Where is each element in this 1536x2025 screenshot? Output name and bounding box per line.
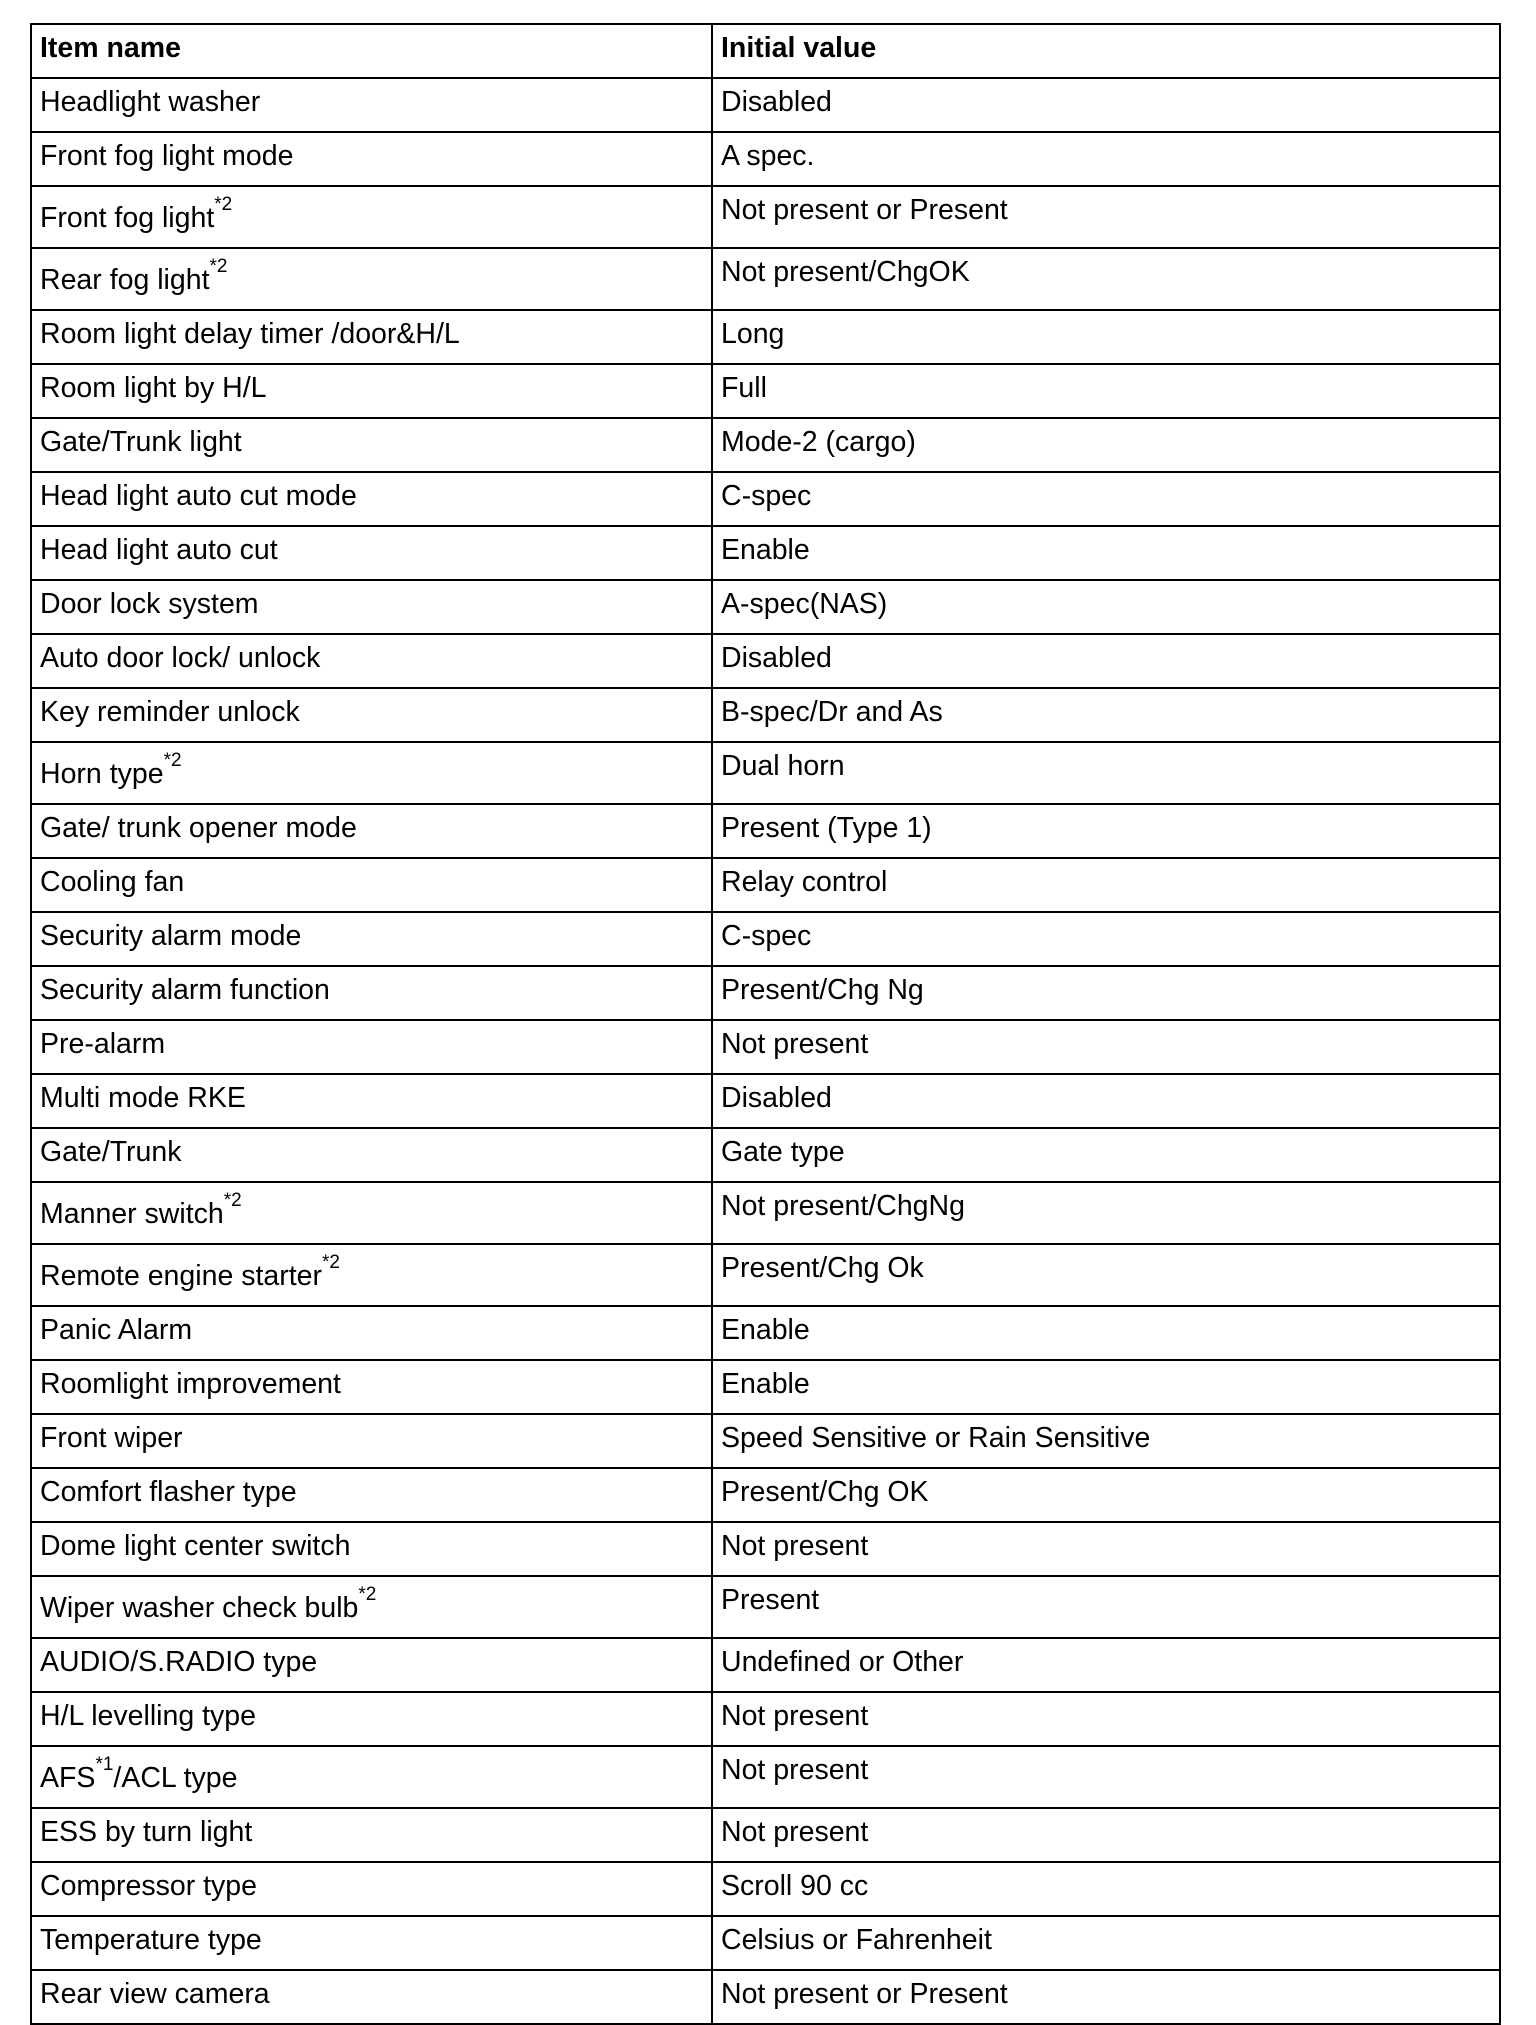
item-name-cell [31,472,712,526]
item-name-cell [31,248,712,310]
item-name-header: Item name [31,24,712,78]
initial-value-cell: Disabled [712,78,1500,132]
initial-value-cell: Present (Type 1) [712,804,1500,858]
table-row [31,310,1500,364]
item-name-cell [31,1360,712,1414]
item-name: Temperature type [40,1924,262,1956]
item-name: Head light auto cut [40,534,278,566]
table-row [31,1692,1500,1746]
initial-value-cell: Not present/ChgNg [712,1182,1500,1244]
initial-value-cell: C-spec [712,912,1500,966]
item-name-cell [31,1808,712,1862]
initial-value-cell: Enable [712,1306,1500,1360]
item-name-cell [31,1970,712,2024]
item-name-cell [31,966,712,1020]
initial-value-cell: Present/Chg Ng [712,966,1500,1020]
item-name: Room light by H/L [40,372,267,404]
item-name-cell [31,78,712,132]
initial-value-cell: Gate type [712,1128,1500,1182]
initial-value-cell: Full [712,364,1500,418]
table-row [31,580,1500,634]
initial-value-cell: A-spec(NAS) [712,580,1500,634]
table-row [31,472,1500,526]
initial-value-cell: Relay control [712,858,1500,912]
table-row [31,1862,1500,1916]
item-name: Pre-alarm [40,1028,166,1060]
footnote-marker: *2 [163,750,182,771]
initial-value-cell: Speed Sensitive or Rain Sensitive [712,1414,1500,1468]
initial-value-cell: C-spec [712,472,1500,526]
table-body [31,78,1500,2024]
footnote-marker: *1 [95,1754,114,1775]
item-name-cell [31,1576,712,1638]
item-name-cell [31,1074,712,1128]
item-name: Headlight washer [40,86,261,118]
item-name-cell [31,688,712,742]
item-name-cell [31,634,712,688]
initial-value-cell: Undefined or Other [712,1638,1500,1692]
item-name-cell [31,186,712,248]
item-name-cell [31,1244,712,1306]
item-name-cell [31,132,712,186]
initial-value-cell: Not present/ChgOK [712,248,1500,310]
table-row [31,1414,1500,1468]
item-name-cell [31,1306,712,1360]
item-name: Rear fog light [40,264,210,296]
table-row [31,78,1500,132]
table-row [31,248,1500,310]
item-name-cell [31,1182,712,1244]
item-name-cell [31,1468,712,1522]
item-name: Dome light center switch [40,1530,351,1562]
item-name-cell [31,858,712,912]
item-name-cell [31,1414,712,1468]
item-name: Roomlight improvement [40,1368,341,1400]
item-name: AFS [40,1762,96,1794]
initial-value-cell: Not present or Present [712,186,1500,248]
table-row [31,1128,1500,1182]
table-row [31,132,1500,186]
initial-value-cell: A spec. [712,132,1500,186]
initial-value-cell: Enable [712,1360,1500,1414]
item-name-cell [31,1638,712,1692]
table-row [31,804,1500,858]
item-name-cell [31,1128,712,1182]
table-row [31,1020,1500,1074]
initial-value-cell: Not present [712,1692,1500,1746]
table-row [31,186,1500,248]
initial-value-cell: Scroll 90 cc [712,1862,1500,1916]
initial-value-cell: Not present [712,1746,1500,1808]
initial-value-cell: Not present or Present [712,1970,1500,2024]
table-row [31,1360,1500,1414]
initial-value-cell: Disabled [712,1074,1500,1128]
footnote-marker: *2 [223,1190,242,1211]
initial-values-table [30,23,1501,2025]
item-name: Key reminder unlock [40,696,300,728]
footnote-marker: *2 [214,194,233,215]
footnote-marker: *2 [321,1252,340,1273]
table-row [31,688,1500,742]
table-row [31,858,1500,912]
table-row [31,526,1500,580]
table-row [31,742,1500,804]
item-name: Manner switch [40,1198,224,1230]
initial-value-cell: Long [712,310,1500,364]
item-name: Gate/Trunk [40,1136,182,1168]
initial-value-cell: Present/Chg OK [712,1468,1500,1522]
item-name-cell [31,418,712,472]
item-name: ESS by turn light [40,1816,253,1848]
item-name: Door lock system [40,588,259,620]
item-name-cell [31,364,712,418]
initial-value-cell: Not present [712,1020,1500,1074]
item-name: Wiper washer check bulb [40,1592,359,1624]
initial-value-cell: Celsius or Fahrenheit [712,1916,1500,1970]
table-row [31,912,1500,966]
initial-value-cell: Present/Chg Ok [712,1244,1500,1306]
item-name-cell [31,1020,712,1074]
item-name: Front fog light [40,202,215,234]
table-row [31,1746,1500,1808]
table-row [31,634,1500,688]
item-name-cell [31,1916,712,1970]
table-row [31,1970,1500,2024]
item-name: Rear view camera [40,1978,270,2010]
item-name: AUDIO/S.RADIO type [40,1646,318,1678]
item-name-cell [31,1692,712,1746]
initial-value-header: Initial value [712,24,1500,78]
item-name: Cooling fan [40,866,185,898]
table-row [31,418,1500,472]
item-name: Head light auto cut mode [40,480,357,512]
item-name: Compressor type [40,1870,257,1902]
initial-value-cell: Mode-2 (cargo) [712,418,1500,472]
footnote-marker: *2 [358,1584,377,1605]
item-name-cell [31,912,712,966]
table-row [31,364,1500,418]
table-row [31,1808,1500,1862]
item-name-cell [31,580,712,634]
item-name-cell [31,310,712,364]
table-row [31,1182,1500,1244]
table-row [31,1306,1500,1360]
table-row [31,1468,1500,1522]
table-row [31,1244,1500,1306]
item-name: Security alarm mode [40,920,302,952]
item-name: Auto door lock/ unlock [40,642,321,674]
initial-value-cell: B-spec/Dr and As [712,688,1500,742]
item-name: Panic Alarm [40,1314,193,1346]
initial-value-cell: Enable [712,526,1500,580]
initial-value-cell: Not present [712,1808,1500,1862]
item-name-suffix: /ACL type [113,1762,238,1794]
footnote-marker: *2 [209,256,228,277]
item-name: Front wiper [40,1422,183,1454]
table-row [31,1638,1500,1692]
initial-value-cell: Dual horn [712,742,1500,804]
item-name: Room light delay timer /door&H/L [40,318,460,350]
item-name-cell [31,742,712,804]
item-name-cell [31,1522,712,1576]
item-name-cell [31,526,712,580]
item-name: Gate/ trunk opener mode [40,812,357,844]
item-name: Front fog light mode [40,140,294,172]
item-name: H/L levelling type [40,1700,256,1732]
item-name: Gate/Trunk light [40,426,242,458]
item-name: Security alarm function [40,974,330,1006]
item-name-cell [31,804,712,858]
table-row [31,966,1500,1020]
table-row [31,1916,1500,1970]
item-name: Comfort flasher type [40,1476,297,1508]
item-name: Horn type [40,758,164,790]
initial-value-cell: Present [712,1576,1500,1638]
table-row [31,1576,1500,1638]
item-name-cell [31,1862,712,1916]
table-row [31,1522,1500,1576]
item-name-cell [31,1746,712,1808]
initial-value-cell: Disabled [712,634,1500,688]
item-name: Multi mode RKE [40,1082,246,1114]
item-name: Remote engine starter [40,1260,322,1292]
table-row [31,1074,1500,1128]
header-row [31,24,1500,78]
initial-value-cell: Not present [712,1522,1500,1576]
